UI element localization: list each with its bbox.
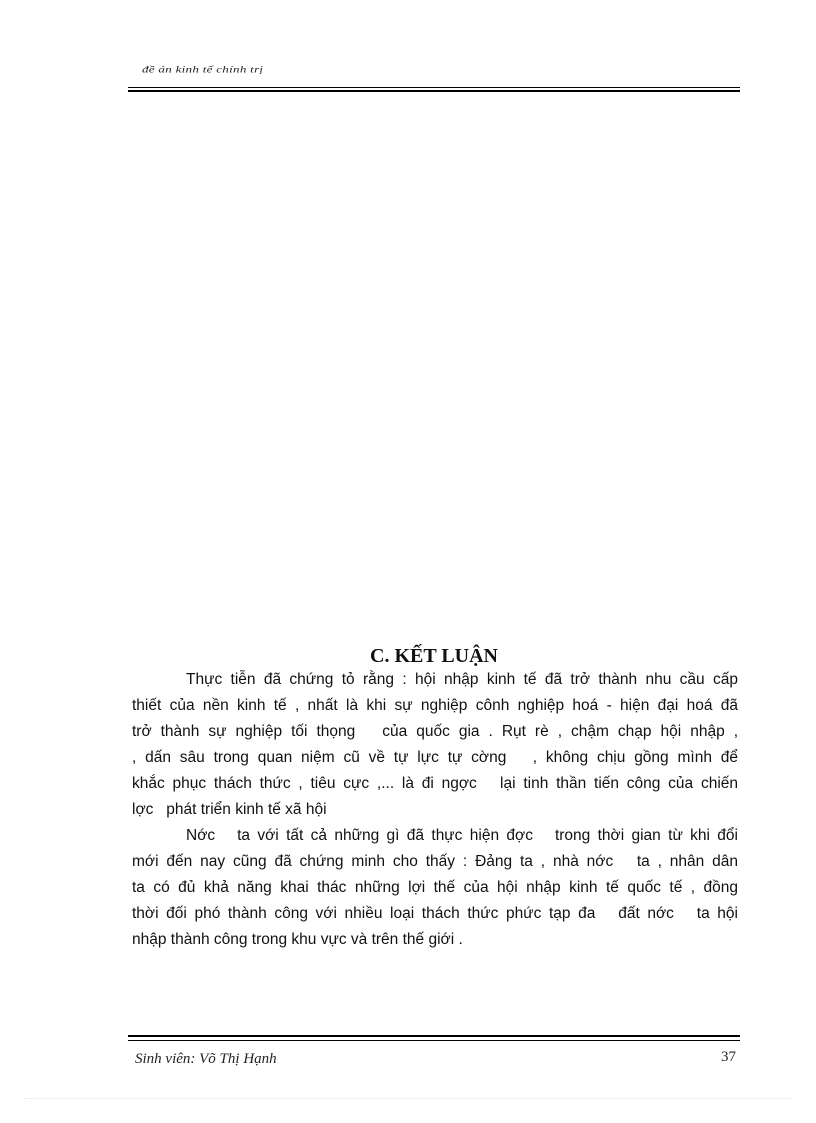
paragraph-2-line: ta có đủ khả năng khai thác những lợi thế của hội nhập kinh tế quốc tế , đồng: [132, 879, 738, 896]
paragraph-2-line: thời đối phó thành công với nhiều loại thách thức phức tạp đa đất nớc ta hội: [132, 905, 738, 922]
body-text: [132, 667, 738, 953]
page-bottom-dotted-line: [24, 1098, 794, 1099]
paragraph-1-line: thiết của nền kinh tế , nhất là khi sự nghiệp cônh nghiệp hoá - hiện đại hoá đã: [132, 697, 738, 714]
footer-rule-thin: [128, 1040, 740, 1041]
section-heading: C. KẾT LUẬN: [370, 645, 498, 667]
header-rule-thin: [128, 87, 740, 88]
paragraph-1: [132, 667, 738, 823]
paragraph-2: [132, 823, 738, 953]
paragraph-1-line: khắc phục thách thức , tiêu cực ,... là đi ngợc lại tinh thần tiến công của chiến: [132, 775, 738, 792]
page-number: 37: [721, 1049, 736, 1065]
footer-rule-thick: [128, 1035, 740, 1037]
paragraph-1-line: , dấn sâu trong quan niệm cũ về tự lực tự cờng , không chịu gồng mình để: [132, 749, 738, 766]
paragraph-2-line: mới đến nay cũng đã chứng minh cho thấy : Đảng ta , nhà nớc ta , nhân dân: [132, 853, 738, 870]
footer-student-name: Sinh viên: Võ Thị Hạnh: [135, 1051, 277, 1067]
paragraph-1-line: lợc phát triển kinh tế xã hội: [132, 801, 327, 818]
header-rule-thick: [128, 90, 740, 92]
running-header: đề án kinh tế chính trị: [142, 63, 264, 75]
paragraph-1-line: trở thành sự nghiệp tối thọng của quốc gia . Rụt rè , chậm chạp hội nhập ,: [132, 723, 738, 740]
paragraph-2-line: Nớc ta với tất cả những gì đã thực hiện đợc trong thời gian từ khi đổi: [186, 827, 738, 844]
paragraph-1-line: Thực tiễn đã chứng tỏ rằng : hội nhập kinh tế đã trở thành nhu cầu cấp: [186, 671, 738, 688]
paragraph-2-line: nhập thành công trong khu vực và trên thế giới .: [132, 931, 463, 948]
